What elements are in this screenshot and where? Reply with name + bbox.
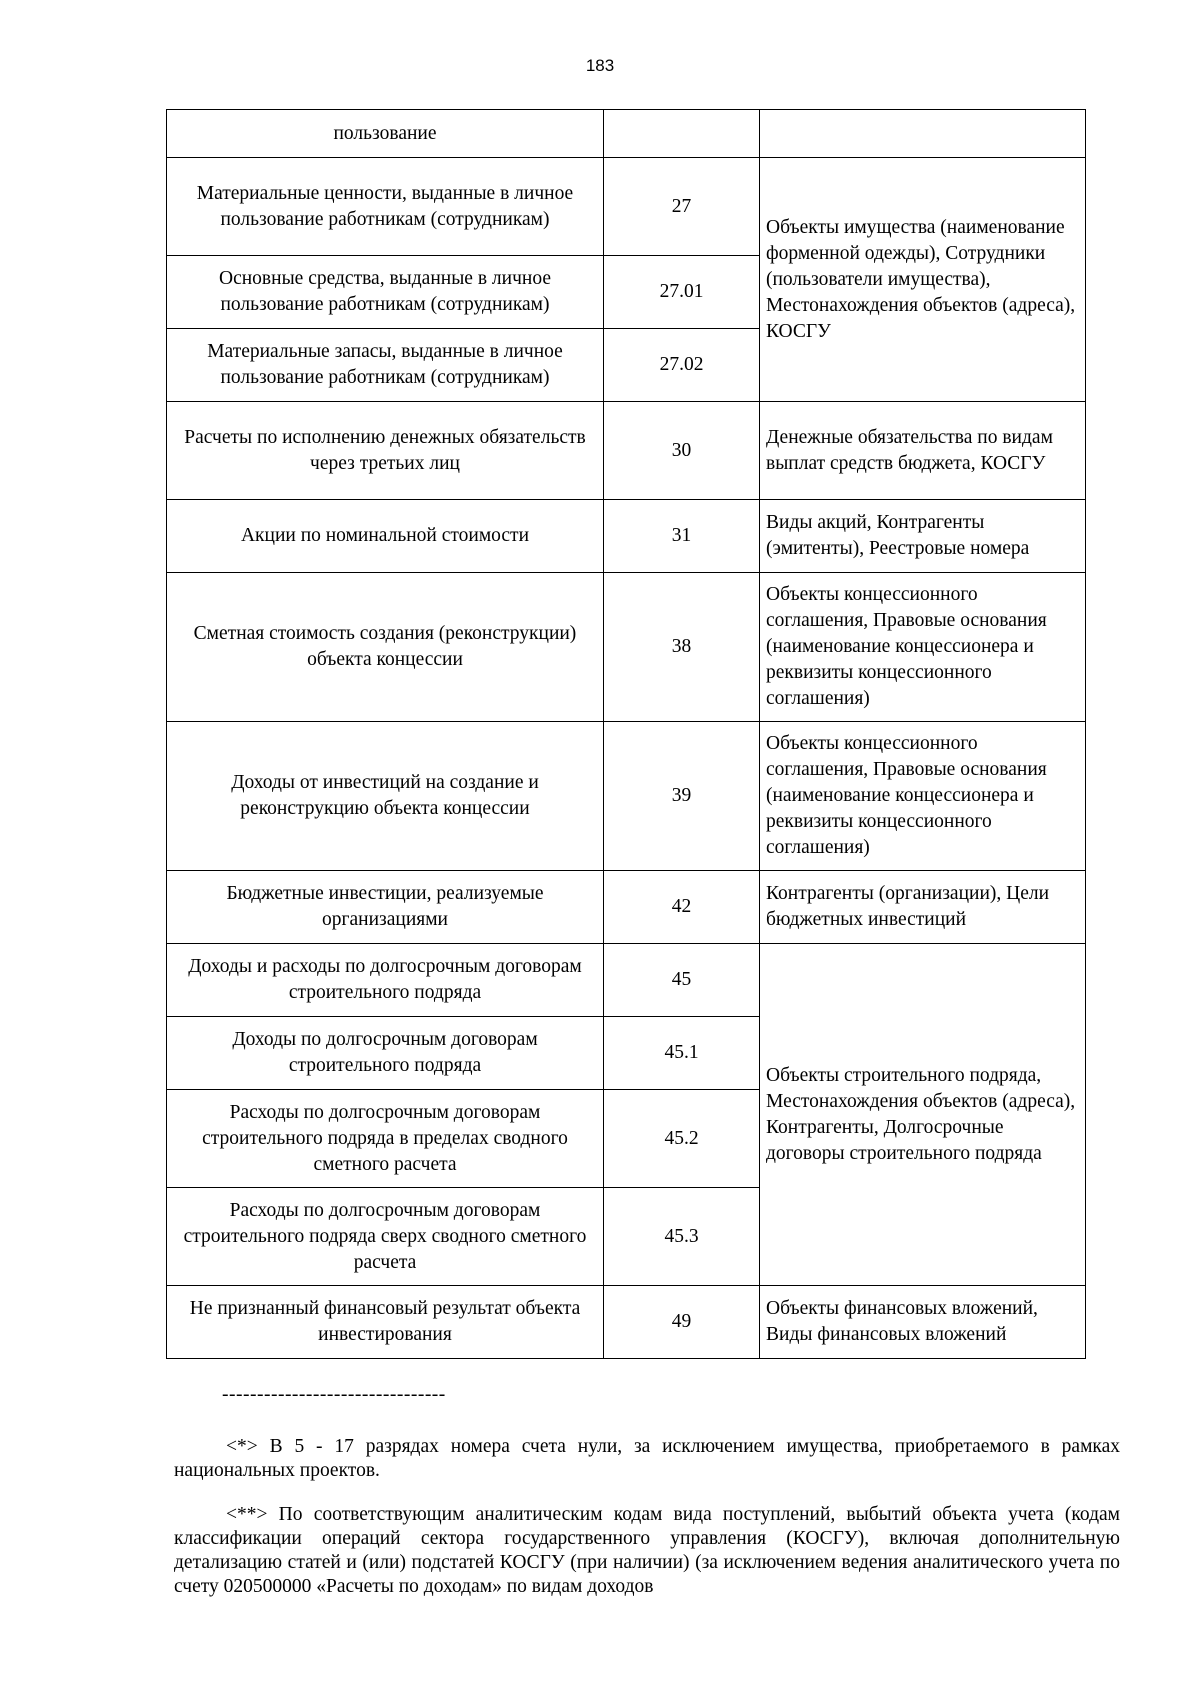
account-code: 27.01 <box>604 256 760 329</box>
analytics-cell: Объекты концессионного соглашения, Правовые основания (наименование концессионера и реквизиты концессионного соглашения) <box>760 573 1086 722</box>
account-name: Акции по номинальной стоимости <box>167 500 604 573</box>
account-code: 27.02 <box>604 329 760 402</box>
analytics-cell: Контрагенты (организации), Цели бюджетных инвестиций <box>760 871 1086 944</box>
account-name: пользование <box>167 110 604 158</box>
table-row <box>167 573 1086 722</box>
account-code: 45 <box>604 944 760 1017</box>
analytics-cell: Объекты строительного подряда, Местонахождения объектов (адреса), Контрагенты, Долгосрочные договоры строительного подряда <box>760 944 1086 1286</box>
accounts-table <box>166 109 1086 1359</box>
account-name: Основные средства, выданные в личное пользование работникам (сотрудникам) <box>167 256 604 329</box>
account-name: Доходы по долгосрочным договорам строительного подряда <box>167 1017 604 1090</box>
account-code: 45.1 <box>604 1017 760 1090</box>
account-code <box>604 110 760 158</box>
table-row <box>167 722 1086 871</box>
account-name: Материальные запасы, выданные в личное пользование работникам (сотрудникам) <box>167 329 604 402</box>
table-row <box>167 110 1086 158</box>
account-code: 45.3 <box>604 1188 760 1286</box>
account-code: 42 <box>604 871 760 944</box>
account-code: 39 <box>604 722 760 871</box>
account-name: Доходы и расходы по долгосрочным договорам строительного подряда <box>167 944 604 1017</box>
account-name: Не признанный финансовый результат объекта инвестирования <box>167 1286 604 1359</box>
analytics-cell: Виды акций, Контрагенты (эмитенты), Реестровые номера <box>760 500 1086 573</box>
account-code: 30 <box>604 402 760 500</box>
table-row <box>167 402 1086 500</box>
account-code: 27 <box>604 158 760 256</box>
table-row <box>167 500 1086 573</box>
table-row <box>167 944 1086 1017</box>
account-name: Доходы от инвестиций на создание и реконструкцию объекта концессии <box>167 722 604 871</box>
footnotes <box>174 1383 1120 1619</box>
account-name: Расчеты по исполнению денежных обязательств через третьих лиц <box>167 402 604 500</box>
account-code: 38 <box>604 573 760 722</box>
account-code: 31 <box>604 500 760 573</box>
footnote-separator: -------------------------------- <box>222 1384 446 1405</box>
account-name: Бюджетные инвестиции, реализуемые организациями <box>167 871 604 944</box>
account-name: Расходы по долгосрочным договорам строительного подряда сверх сводного сметного расчета <box>167 1188 604 1286</box>
analytics-cell: Объекты финансовых вложений, Виды финансовых вложений <box>760 1286 1086 1359</box>
analytics-cell: Денежные обязательства по видам выплат средств бюджета, КОСГУ <box>760 402 1086 500</box>
analytics-cell <box>760 110 1086 158</box>
analytics-cell: Объекты концессионного соглашения, Правовые основания (наименование концессионера и реквизиты концессионного соглашения) <box>760 722 1086 871</box>
account-code: 49 <box>604 1286 760 1359</box>
account-name: Сметная стоимость создания (реконструкции) объекта концессии <box>167 573 604 722</box>
footnote-2: <**> По соответствующим аналитическим кодам вида поступлений, выбытий объекта учета (кодам классификации операций сектора государственного управления (КОСГУ), включая дополнительную детализацию статей и (или) подстатей КОСГУ (при наличии) (за исключением ведения аналитического учета по счету 020500000 «Расчеты по доходам» по видам доходов <box>174 1504 1120 1597</box>
footnote-1: <*> В 5 - 17 разрядах номера счета нули, за исключением имущества, приобретаемого в рамках национальных проектов. <box>174 1436 1120 1481</box>
table-row <box>167 1286 1086 1359</box>
analytics-cell: Объекты имущества (наименование форменной одежды), Сотрудники (пользователи имущества), Местонахождения объектов (адреса), КОСГУ <box>760 158 1086 402</box>
account-code: 45.2 <box>604 1090 760 1188</box>
table-row <box>167 158 1086 256</box>
account-name: Расходы по долгосрочным договорам строительного подряда в пределах сводного сметного расчета <box>167 1090 604 1188</box>
table-row <box>167 871 1086 944</box>
page-number: 183 <box>585 56 615 75</box>
account-name: Материальные ценности, выданные в личное пользование работникам (сотрудникам) <box>167 158 604 256</box>
